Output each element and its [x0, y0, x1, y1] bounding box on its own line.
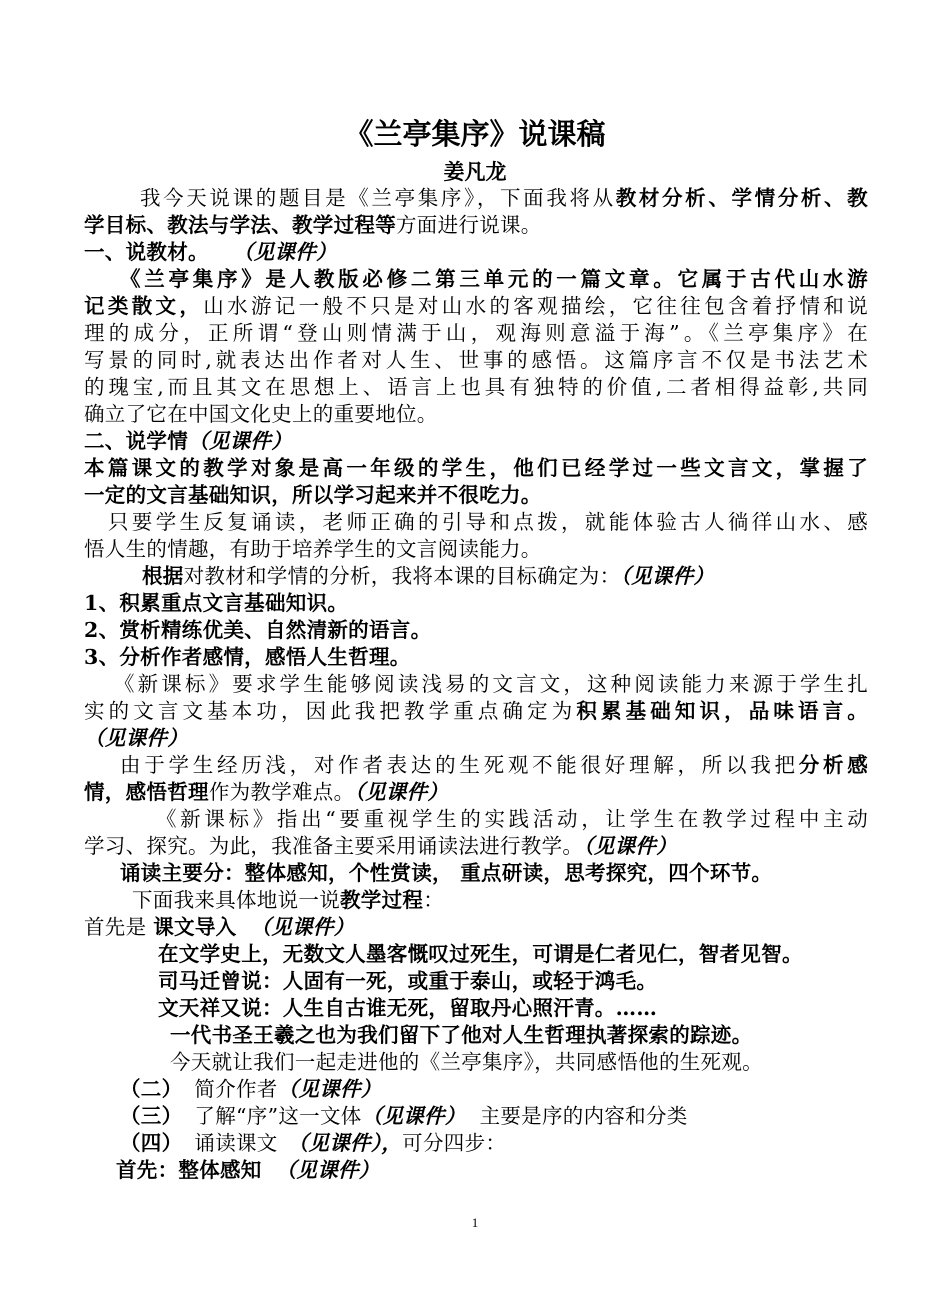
text-span: 简介作者 [194, 1077, 278, 1101]
textbook-paragraph-line-1: 《兰亭集序》是人教版必修二第三单元的一篇文章。它属于古代山水游 [120, 267, 868, 291]
section-heading-learners [84, 428, 868, 454]
courseware-note: （见课件）， [287, 1131, 403, 1155]
learners-paragraph-line-4: 悟人生的情趣，有助于培养学生的文言阅读能力。 [84, 537, 542, 561]
courseware-note: （见课件） [250, 915, 355, 939]
heading-text: 二、说学情 [84, 429, 188, 453]
method-line-2 [84, 833, 868, 859]
step-number: （三） [120, 1104, 183, 1128]
bold-span: 情，感悟哲理 [84, 780, 209, 804]
section-heading-textbook [84, 239, 868, 265]
key-point-line-1: 《新课标》要求学生能够阅读浅易的文言文，这种阅读能力来源于学生扎 [114, 672, 868, 696]
intro-paragraph-line-1 [84, 185, 868, 211]
textbook-paragraph-line-6: 确立了它在中国文化史上的重要地位。 [84, 402, 438, 426]
courseware-note: （见课件） [583, 834, 677, 858]
reading-stages-line: 诵读主要分：整体感知，个性赏读， 重点研读，思考探究，四个环节。 [120, 861, 773, 885]
goal-item-1: 1、积累重点文言基础知识。 [84, 591, 349, 615]
learners-paragraph-line-2: 一定的文言基础知识，所以学习起来并不很吃力。 [84, 483, 542, 507]
text-span: 诵读课文 [194, 1131, 278, 1155]
text-span: 对教材和学情的分析，我将本课的目标确定为： [183, 564, 621, 588]
bold-span: 学目标、教法与学法、教学过程等 [84, 213, 396, 237]
courseware-note: （见课件） [232, 240, 337, 264]
intro-quote-line-4: 一代书圣王羲之也为我们留下了他对人生哲理执著探索的踪迹。 [170, 1023, 753, 1047]
text-span: 实的文言文基本功，因此我把教学重点确定为 [84, 699, 577, 723]
goal-item-2: 2、赏析精练优美、自然清新的语言。 [84, 618, 432, 642]
courseware-note: （见课件） [188, 429, 292, 453]
text-span: 下面我来具体地说一说 [132, 888, 340, 912]
textbook-paragraph-line-2 [84, 293, 868, 319]
page-number: 1 [471, 1215, 479, 1230]
intro-paragraph-line-2 [84, 212, 868, 238]
bold-span: 教学过程 [340, 888, 424, 912]
first-step-line [116, 1157, 868, 1183]
bold-span: 积累基础知识，品味语言。 [576, 699, 868, 723]
goals-intro-line [84, 563, 868, 589]
courseware-note: （见课件） [361, 1104, 466, 1128]
text-span: 可分四步： [402, 1131, 507, 1155]
bold-span: 分析感 [798, 753, 868, 777]
textbook-paragraph-line-3: 理的成分，正所谓“登山则情满于山，观海则意溢于海”。《兰亭集序》在 [84, 321, 868, 345]
text-span: 由于学生经历浅，对作者表达的生死观不能很好理解，所以我把 [120, 753, 799, 777]
text-span: 学习、探究。为此，我准备主要采用诵读法进行教学。 [84, 834, 584, 858]
step-three-line [120, 1103, 868, 1129]
courseware-note: （见课件） [620, 564, 715, 588]
intro-quote-line-1: 在文学史上，无数文人墨客慨叹过死生，可谓是仁者见仁，智者见智。 [158, 942, 803, 966]
courseware-note: （见课件） [84, 726, 188, 750]
goal-item-3: 3、分析作者感情，感悟人生哲理。 [84, 645, 411, 669]
text-span: ： [423, 888, 445, 912]
key-point-line-3 [84, 725, 868, 751]
bold-span: 记类散文， [84, 294, 204, 318]
difficulty-line-2 [84, 779, 868, 805]
bold-span: 课文导入 [153, 915, 237, 939]
intro-quote-line-3: 文天祥又说：人生自古谁无死，留取丹心照汗青。…… [158, 996, 658, 1020]
courseware-note: （见课件） [275, 1158, 380, 1182]
text-span: 了解“序”这一文体 [194, 1104, 362, 1128]
text-span: 首先是 [84, 915, 154, 939]
intro-quote-line-5: 今天就让我们一起走进他的《兰亭集序》，共同感悟他的生死观。 [170, 1050, 763, 1074]
step-two-line [120, 1076, 868, 1102]
text-span: 主要是序的内容和分类 [479, 1104, 688, 1128]
bold-span: 教材分析、学情分析、教 [615, 186, 868, 210]
step-one-line [84, 914, 868, 940]
intro-quote-line-2: 司马迁曾说：人固有一死，或重于泰山，或轻于鸿毛。 [158, 969, 658, 993]
courseware-note: （见课件） [277, 1077, 382, 1101]
difficulty-line-1 [84, 752, 868, 778]
author-name: 姜凡龙 [443, 159, 507, 184]
text-span: 我今天说课的题目是《兰亭集序》，下面我将从 [140, 186, 616, 210]
document-title: 《兰亭集序》说课稿 [344, 117, 606, 151]
method-line-1: 《新课标》指出“要重视学生的实践活动，让学生在教学过程中主动 [156, 807, 868, 831]
bold-span: 根据 [142, 564, 184, 588]
textbook-paragraph-line-4: 写景的同时,就表达出作者对人生、世事的感悟。这篇序言不仅是书法艺术 [84, 348, 868, 372]
step-number: （四） [120, 1131, 183, 1155]
step-number: （二） [120, 1077, 183, 1101]
heading-text: 一、说教材。 [84, 240, 209, 264]
textbook-paragraph-line-5: 的瑰宝,而且其文在思想上、语言上也具有独特的价值,二者相得益彰,共同 [84, 375, 868, 399]
bold-span: 首先：整体感知 [116, 1158, 262, 1182]
text-span: 山水游记一般不只是对山水的客观描绘，它往往包含着抒情和说 [203, 294, 868, 318]
text-span: 作为教学难点。 [208, 780, 355, 804]
text-span: 方面进行说课。 [396, 213, 542, 237]
key-point-line-2 [84, 698, 868, 724]
courseware-note: （见课件） [354, 780, 449, 804]
learners-paragraph-line-1: 本篇课文的教学对象是高一年级的学生，他们已经学过一些文言文，掌握了 [84, 456, 868, 480]
process-intro-line [84, 887, 868, 913]
step-four-line [120, 1130, 868, 1156]
learners-paragraph-line-3: 只要学生反复诵读，老师正确的引导和点拨，就能体验古人徜徉山水、感 [108, 510, 868, 534]
